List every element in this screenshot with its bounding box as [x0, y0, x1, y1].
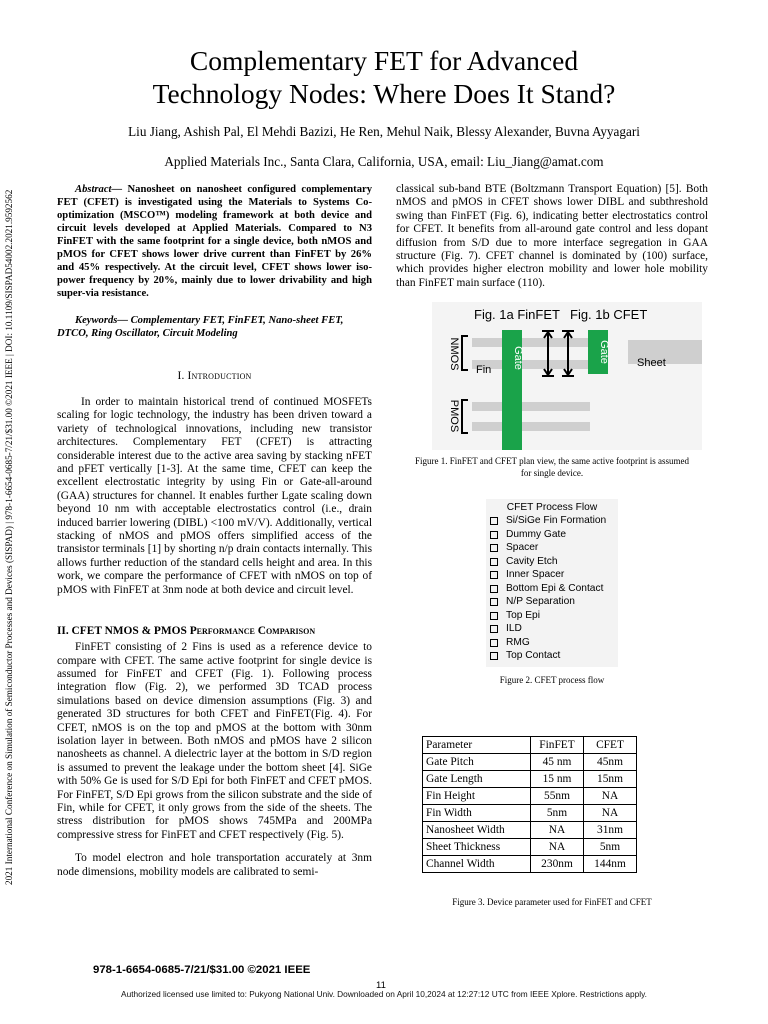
table-cell: 15 nm — [531, 771, 584, 788]
side-metadata-text: 2021 International Conference on Simulation of Semiconductor Processes and Devices (SISPAD) | 978-1-6654-0685-7/21/$31.00 ©2021 IEEE | DOI: 10.1109/SISPAD54002.2021.9592562 — [4, 189, 14, 885]
checkbox-icon — [490, 531, 498, 539]
abstract — [57, 183, 372, 300]
table-cell: NA — [584, 805, 637, 822]
checkbox-icon — [490, 625, 498, 633]
table-cell: 5nm — [584, 839, 637, 856]
checkbox-icon — [490, 612, 498, 620]
table-cell: Channel Width — [423, 856, 531, 873]
process-flow-title: CFET Process Flow — [506, 502, 598, 514]
checkbox-icon — [490, 652, 498, 660]
table-header-cell: Parameter — [423, 737, 531, 754]
process-step — [490, 649, 614, 663]
process-step — [490, 541, 614, 555]
side-metadata — [4, 140, 16, 885]
table-header-row — [423, 737, 637, 754]
fig1a-label: Fig. 1a FinFET — [474, 307, 560, 323]
table-cell: Gate Length — [423, 771, 531, 788]
table-cell: 45nm — [584, 754, 637, 771]
table-row — [423, 839, 637, 856]
table-cell: Nanosheet Width — [423, 822, 531, 839]
table-cell: Fin Height — [423, 788, 531, 805]
fin-label: Fin — [476, 364, 492, 377]
table-cell: 45 nm — [531, 754, 584, 771]
keywords-label: Keywords— — [75, 315, 128, 326]
checkbox-icon — [490, 517, 498, 525]
title-line-2: Technology Nodes: Where Does It Stand? — [152, 78, 616, 109]
left-column — [57, 183, 372, 879]
title-line-1: Complementary FET for Advanced — [189, 45, 579, 76]
checkbox-icon — [490, 571, 498, 579]
process-step — [490, 568, 614, 582]
section-2-paragraph-1: FinFET consisting of 2 Fins is used as a reference device to compare with CFET. The same active footprint for single device is assumed for FinFET and CFET (Fig. 1). Following process integration flow (Fig. 2), we performed 3D TCAD process simulations based on device dimension assumptions (Fig. 3) and generated 3D structures for both CFET and FinFET(Fig. 4). For CFET, nMOS is on the top and pMOS at the bottom with 30nm isolation layer in between. Both nMOS and pMOS have 2 silicon nanosheets as channel. A dielectric layer at the bottom in S/D region is assumed to prevent the leakage under the bottom sheet [4]. SiGe with 50% Ge is used for S/D Epi for both FinFET and CFET pMOS. For FinFET, S/D Epi grows from the silicon substrate and the side of Fin, while for CFET, it only grows from the side of the sheets. The stress distribution for pMOS shows 745MPa and 200MPa compressive stress for FinFET and CFET respectively (Fig. 5). — [57, 641, 372, 841]
table-row — [423, 754, 637, 771]
sheet-label: Sheet — [637, 357, 666, 370]
author-list: Liu Jiang, Ashish Pal, El Mehdi Bazizi, He Ren, Mehul Naik, Blessy Alexander, Buvna Ayyagari — [128, 124, 640, 139]
process-step — [490, 622, 614, 636]
figure-2-process-flow — [486, 499, 618, 667]
right-column — [396, 183, 708, 909]
table-row — [423, 771, 637, 788]
table-cell: NA — [584, 788, 637, 805]
pmos-label: PMOS — [448, 400, 460, 433]
process-step-label: Cavity Etch — [506, 555, 558, 567]
section-1-text: In order to maintain historical trend of continued MOSFETs scaling for logic technology, the industry has been driven toward a variety of technological innovations, including new transistor architectures. Complementary FET (CFET) is attracting considerable interest due to the active area saving by stacking nFET and pFET vertically [1-3]. At the same time, CFET can keep the excellent electrostatic integrity by using Fin or Gate-all-around (GAA) structures for channel. It enables further Lgate scaling down beyond 10 nm with acceptable electrostatics control (i.e., drain induced barrier lowering (DIBL) <100 mV/V). Additionally, vertical stacking of nMOS and pMOS offers simplified access of the transistor terminals [1] by shorting n/p drain contacts internally. This allows further reduction of the standard cells height and area. In this work, we compare the performance of CFET with nMOS on top of pMOS with FinFET at 3nm node at both device and circuit level. — [57, 396, 372, 596]
section-2-heading: II. CFET NMOS & PMOS Performance Comparison — [57, 625, 316, 638]
table-cell: 15nm — [584, 771, 637, 788]
license-notice: Authorized licensed use limited to: Pukyong National Univ. Downloaded on April 10,2024 at 12:27:12 UTC from IEEE Xplore. Restrictions apply. — [121, 989, 647, 999]
process-step-label: Top Contact — [506, 650, 561, 662]
table-cell: NA — [531, 822, 584, 839]
figure-1-diagram — [432, 302, 702, 450]
table-row — [423, 788, 637, 805]
isbn-footer: 978-1-6654-0685-7/21/$31.00 ©2021 IEEE — [93, 964, 311, 976]
table-row — [423, 856, 637, 873]
process-step — [490, 528, 614, 542]
table-cell: NA — [531, 839, 584, 856]
table-row — [423, 822, 637, 839]
figure-3-parameter-table — [422, 736, 637, 873]
finfet-pmos-fin-1 — [472, 402, 590, 411]
process-step-label: Top Epi — [506, 609, 540, 621]
section-2-paragraph-2: To model electron and hole transportation accurately at 3nm node dimensions, mobility models are calibrated to semi- — [57, 852, 372, 878]
process-step-label: Dummy Gate — [506, 528, 567, 540]
table-cell: 31nm — [584, 822, 637, 839]
checkbox-icon — [490, 544, 498, 552]
page-number: 11 — [376, 980, 386, 991]
process-step — [490, 595, 614, 609]
process-step — [490, 636, 614, 650]
keywords — [57, 314, 372, 340]
cfet-gate-label: Gate — [598, 340, 610, 365]
checkbox-icon — [490, 558, 498, 566]
figure-2-caption: Figure 2. CFET process flow — [499, 674, 605, 685]
keywords-text: Complementary FET, FinFET, Nano-sheet FET, DTCO, Ring Oscillator, Circuit Modeling — [57, 315, 344, 339]
table-header-cell: CFET — [584, 737, 637, 754]
table-cell: 144nm — [584, 856, 637, 873]
process-flow-list — [490, 514, 614, 663]
paper-title — [60, 44, 708, 110]
table-cell: 230nm — [531, 856, 584, 873]
figure-1 — [432, 302, 702, 450]
table-cell: 55nm — [531, 788, 584, 805]
process-step — [490, 582, 614, 596]
process-step — [490, 514, 614, 528]
abstract-label: Abstract— — [75, 184, 123, 195]
process-step-label: N/P Separation — [506, 596, 575, 608]
process-step — [490, 555, 614, 569]
process-step-label: ILD — [506, 623, 522, 635]
process-step-label: RMG — [506, 636, 530, 648]
table-cell: 5nm — [531, 805, 584, 822]
section-1-heading: I. Introduction — [177, 370, 252, 382]
process-step-label: Si/SiGe Fin Formation — [506, 515, 607, 527]
table-row — [423, 805, 637, 822]
fig1b-label: Fig. 1b CFET — [570, 307, 648, 323]
table-cell: Fin Width — [423, 805, 531, 822]
finfet-nmos-fin-1 — [472, 338, 590, 347]
nmos-label: NMOS — [448, 337, 460, 371]
process-step-label: Inner Spacer — [506, 569, 565, 581]
process-step — [490, 609, 614, 623]
checkbox-icon — [490, 639, 498, 647]
table-cell: Sheet Thickness — [423, 839, 531, 856]
process-step-label: Bottom Epi & Contact — [506, 582, 604, 594]
table-header-cell: FinFET — [531, 737, 584, 754]
figure-1-caption: Figure 1. FinFET and CFET plan view, the same active footprint is assumed for single device. — [414, 456, 690, 478]
figure-3-caption: Figure 3. Device parameter used for FinFET and CFET — [452, 897, 652, 908]
process-step-label: Spacer — [506, 542, 539, 554]
right-column-paragraph: classical sub-band BTE (Boltzmann Transport Equation) [5]. Both nMOS and pMOS in CFET shows lower DIBL and subthreshold swing than FinFET (Fig. 6), indicating better electrostatics control for CFET. It benefits from all-around gate control and less dopant diffusion from S/D due to more interface segregation in GAA structure (Fig. 7). CFET channel is dominated by (100) surface, which provides higher electron mobility and lower hole mobility than FinFET main surface (110). — [396, 183, 708, 289]
finfet-gate-label: Gate — [512, 346, 524, 371]
finfet-pmos-fin-2 — [472, 422, 590, 431]
table-cell: Gate Pitch — [423, 754, 531, 771]
checkbox-icon — [490, 585, 498, 593]
checkbox-icon — [490, 598, 498, 606]
affiliation: Applied Materials Inc., Santa Clara, California, USA, email: Liu_Jiang@amat.com — [164, 154, 604, 169]
abstract-text: Nanosheet on nanosheet configured complementary FET (CFET) is investigated using the Materials to Systems Co-optimization (MSCO™) modeling framework at both device and circuit levels developed at Applied Materials. Compared to N3 FinFET with the same footprint for a single device, both nMOS and pMOS for CFET shows lower drive current than FinFET by 26% and 45% respectively. At the circuit level, CFET shows lower iso-power frequency by 20%, mainly due to lower drivability and high super-via resistance. — [57, 184, 372, 299]
